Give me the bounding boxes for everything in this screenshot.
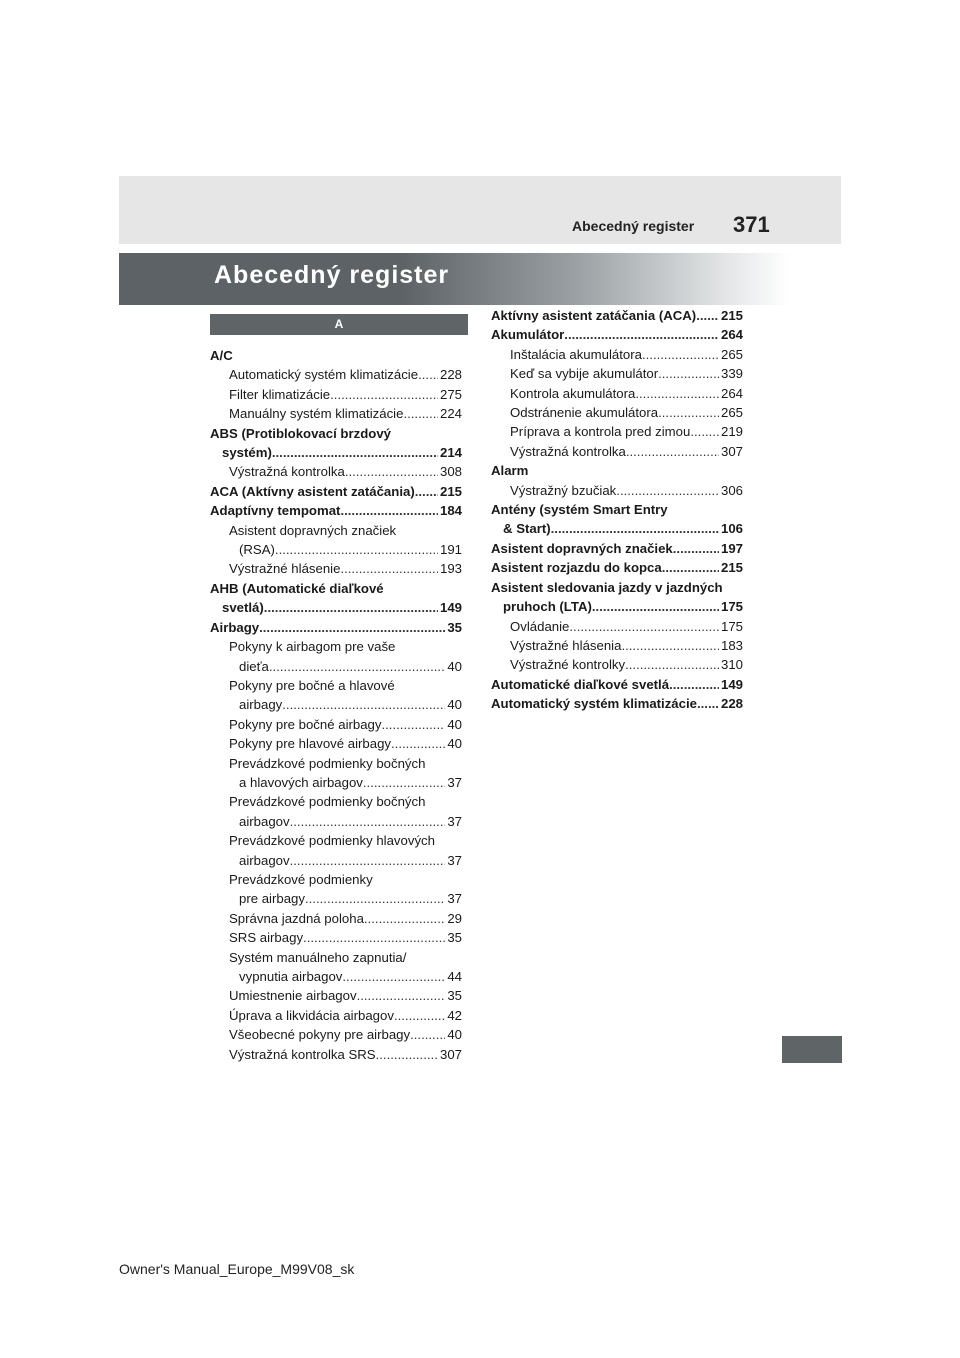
index-entry-page[interactable]: 228: [720, 696, 743, 712]
dot-leader: [625, 655, 719, 674]
index-entry-text: Príprava a kontrola pred zimou: [510, 424, 691, 440]
index-entry-page[interactable]: 35: [447, 930, 462, 946]
footer-manual-id: Owner's Manual_Europe_M99V08_sk: [119, 1261, 355, 1277]
index-entry-page[interactable]: 197: [720, 540, 743, 556]
dot-leader: [305, 889, 445, 908]
index-entry-page[interactable]: 215: [720, 308, 743, 323]
index-entry-page[interactable]: 191: [439, 542, 462, 558]
index-entry: [491, 636, 743, 655]
index-entry: [210, 773, 462, 792]
index-entry-text: Antény (systém Smart Entry: [491, 502, 668, 518]
index-entry-text: Výstražné hlásenia: [510, 637, 622, 653]
index-entry-text: Prevádzkové podmienky bočných: [229, 755, 426, 771]
index-entry-page[interactable]: 40: [447, 697, 462, 713]
index-entry: [210, 831, 462, 850]
index-entry-page[interactable]: 175: [720, 599, 743, 615]
index-entry: [210, 657, 462, 676]
index-entry: [491, 597, 743, 616]
page-title: Abecedný register: [214, 261, 450, 289]
index-entry-page[interactable]: 224: [439, 406, 462, 422]
dot-leader: [290, 812, 446, 831]
dot-leader: [697, 694, 719, 713]
dot-leader: [303, 928, 445, 947]
index-entry-text: Manuálny systém klimatizácie: [229, 406, 404, 422]
index-entry: [210, 404, 462, 423]
index-entry: [210, 1025, 462, 1044]
index-entry: [210, 851, 462, 870]
index-entry: [491, 422, 743, 441]
index-entry: [210, 579, 462, 598]
index-entry-page[interactable]: 310: [720, 657, 743, 673]
index-entry-page[interactable]: 264: [720, 385, 743, 401]
index-entry: [210, 676, 462, 695]
index-entry-text: vypnutia airbagov: [239, 969, 343, 984]
index-entry: [210, 540, 462, 559]
index-entry-page[interactable]: 37: [447, 813, 462, 829]
dot-leader: [376, 1045, 438, 1064]
index-entry-page[interactable]: 37: [447, 774, 462, 790]
index-entry-text: Umiestnenie airbagov: [229, 988, 357, 1004]
dot-leader: [621, 636, 719, 655]
dot-leader: [290, 851, 446, 870]
index-entry: [210, 1006, 462, 1025]
index-entry: [210, 346, 462, 365]
index-entry-text: airbagy: [239, 697, 283, 713]
index-entry-text: SRS airbagy: [229, 930, 304, 946]
index-entry-text: Výstražné kontrolky: [510, 657, 626, 673]
dot-leader: [616, 481, 719, 500]
index-entry: [210, 482, 462, 501]
dot-leader: [569, 617, 719, 636]
index-entry-text: systém): [222, 445, 272, 461]
dot-leader: [551, 519, 719, 538]
index-entry: [210, 462, 462, 481]
index-entry: [210, 695, 462, 714]
index-entry: [491, 675, 743, 694]
dot-leader: [635, 384, 719, 403]
index-entry-text: Asistent sledovania jazdy v jazdných: [491, 579, 723, 595]
index-entry-text: Prevádzkové podmienky bočných: [229, 794, 426, 810]
index-entry-text: Airbagy: [210, 619, 260, 635]
index-entry-text: Automatický systém klimatizácie: [229, 367, 419, 383]
index-entry: [491, 694, 743, 713]
dot-leader: [340, 559, 438, 578]
index-entry-page[interactable]: 339: [720, 366, 743, 382]
index-entry: [210, 986, 462, 1005]
index-entry-page[interactable]: 175: [720, 618, 743, 634]
index-entry-page[interactable]: 40: [447, 736, 462, 752]
dot-leader: [658, 403, 719, 422]
index-entry-text: Asistent rozjazdu do kopca: [491, 560, 662, 576]
index-entry-text: Keď sa vybije akumulátor: [510, 366, 659, 382]
dot-leader: [381, 715, 445, 734]
dot-leader: [391, 734, 445, 753]
index-entry: [210, 715, 462, 734]
index-entry-page[interactable]: 35: [447, 619, 462, 635]
dot-leader: [696, 306, 719, 325]
index-entry: [210, 909, 462, 928]
index-entry: [491, 519, 743, 538]
index-entry-page[interactable]: 215: [439, 483, 462, 499]
dot-leader: [363, 773, 445, 792]
index-entry: [491, 345, 743, 364]
index-entry-page[interactable]: 40: [447, 716, 462, 732]
thumb-tab-marker: [782, 1036, 842, 1063]
dot-leader: [658, 364, 719, 383]
index-entry-page[interactable]: 42: [447, 1007, 462, 1023]
index-entry-text: Automatické diaľkové svetlá: [491, 676, 670, 692]
dot-leader: [626, 442, 719, 461]
index-entry-text: pre airbagy: [239, 891, 305, 907]
index-entry-text: Prevádzkové podmienky hlavových: [229, 833, 435, 849]
index-entry-page[interactable]: 106: [720, 521, 743, 537]
index-entry: [210, 443, 462, 462]
index-entry-text: Výstražné hlásenie: [229, 561, 341, 577]
header-section-title: Abecedný register: [572, 218, 695, 234]
dot-leader: [418, 365, 438, 384]
index-entry: [491, 364, 743, 383]
index-entry: [491, 539, 743, 558]
index-entry: [491, 461, 743, 480]
index-entry: [210, 637, 462, 656]
index-entry-text: Úprava a likvidácia airbagov: [229, 1007, 394, 1023]
index-entry: [210, 1045, 462, 1064]
index-entry-text: A/C: [210, 348, 233, 363]
index-entry-text: ABS (Protiblokovací brzdový: [210, 425, 391, 441]
index-entry-page[interactable]: 264: [720, 327, 743, 343]
dot-leader: [592, 597, 719, 616]
index-entry-page[interactable]: 265: [720, 346, 743, 362]
index-entry: [210, 928, 462, 947]
index-entry: [210, 870, 462, 889]
index-entry-page[interactable]: 219: [720, 424, 743, 440]
dot-leader: [342, 967, 445, 986]
index-entry-page[interactable]: 307: [439, 1046, 462, 1062]
index-entry: [210, 754, 462, 773]
index-entry-page[interactable]: 265: [720, 405, 743, 421]
index-entry-page[interactable]: 215: [720, 560, 743, 576]
index-entry-page[interactable]: 306: [720, 482, 743, 498]
dot-leader: [415, 482, 438, 501]
index-entry: [210, 385, 462, 404]
index-entry: [210, 812, 462, 831]
index-entry-text: Prevádzkové podmienky: [229, 871, 373, 887]
index-entry-text: Aktívny asistent zatáčania (ACA): [491, 308, 697, 323]
dot-leader: [564, 325, 719, 344]
index-entry: [491, 442, 743, 461]
index-entry-page[interactable]: 149: [720, 676, 743, 692]
index-entry-text: Pokyny k airbagom pre vaše: [229, 639, 396, 655]
dot-leader: [673, 539, 719, 558]
index-entry-page[interactable]: 184: [439, 503, 462, 519]
index-entry-text: Inštalácia akumulátora: [510, 346, 642, 362]
index-entry: [491, 306, 743, 325]
index-entry: [210, 792, 462, 811]
index-column-left: [210, 346, 462, 1064]
index-entry-text: Adaptívny tempomat: [210, 503, 341, 519]
dot-leader: [364, 909, 445, 928]
index-entry: [210, 559, 462, 578]
index-entry-text: Všeobecné pokyny pre airbagy: [229, 1027, 411, 1043]
index-entry: [210, 365, 462, 384]
index-entry: [491, 481, 743, 500]
index-entry: [491, 403, 743, 422]
index-entry-text: Ovládanie: [510, 618, 570, 634]
dot-leader: [264, 598, 438, 617]
index-entry-page[interactable]: 214: [439, 445, 462, 461]
index-entry-text: pruhoch (LTA): [503, 599, 592, 615]
dot-leader: [410, 1025, 445, 1044]
index-entry: [210, 618, 462, 637]
index-entry-text: Alarm: [491, 463, 529, 479]
dot-leader: [259, 618, 445, 637]
dot-leader: [272, 443, 438, 462]
index-entry: [210, 967, 462, 986]
index-entry-text: Správna jazdná poloha: [229, 910, 364, 926]
index-entry: [210, 889, 462, 908]
dot-leader: [690, 422, 719, 441]
dot-leader: [340, 501, 438, 520]
index-entry-text: & Start): [503, 521, 551, 537]
index-entry-page[interactable]: 308: [439, 464, 462, 480]
dot-leader: [282, 695, 445, 714]
dot-leader: [642, 345, 719, 364]
index-entry-text: AHB (Automatické diaľkové: [210, 580, 384, 596]
index-entry: [210, 598, 462, 617]
index-entry: [210, 501, 462, 520]
dot-leader: [669, 675, 719, 694]
index-entry-page[interactable]: 307: [720, 443, 743, 459]
dot-leader: [394, 1006, 445, 1025]
index-entry-text: airbagov: [239, 813, 290, 829]
index-entry-page[interactable]: 149: [439, 600, 462, 616]
index-entry-text: (RSA): [239, 542, 275, 558]
index-entry-text: Pokyny pre bočné airbagy: [229, 716, 382, 732]
dot-leader: [269, 657, 445, 676]
index-entry-page[interactable]: 193: [439, 561, 462, 577]
index-entry-text: Akumulátor: [491, 327, 565, 343]
index-entry-text: Výstražná kontrolka: [229, 464, 345, 480]
index-entry-page[interactable]: 37: [447, 852, 462, 868]
dot-leader: [275, 540, 438, 559]
index-entry-text: Kontrola akumulátora: [510, 385, 636, 401]
index-entry: [491, 617, 743, 636]
index-entry-page[interactable]: 29: [447, 910, 462, 926]
index-entry: [491, 384, 743, 403]
index-entry-page[interactable]: 183: [720, 637, 743, 653]
index-entry-text: Výstražný bzučiak: [510, 482, 617, 498]
index-entry-text: a hlavových airbagov: [239, 774, 363, 790]
dot-leader: [330, 385, 438, 404]
index-entry-text: ACA (Aktívny asistent zatáčania): [210, 483, 415, 499]
index-entry-text: Asistent dopravných značiek: [229, 522, 397, 538]
dot-leader: [345, 462, 438, 481]
index-entry: [491, 578, 743, 597]
index-entry-page[interactable]: 37: [447, 891, 462, 907]
index-entry: [491, 558, 743, 577]
index-entry-text: dieťa: [239, 658, 269, 674]
section-letter-bar: A: [210, 314, 468, 335]
index-entry-text: Výstražná kontrolka: [510, 443, 626, 459]
page-number: 371: [733, 212, 770, 237]
index-entry: [491, 325, 743, 344]
index-entry-text: svetlá): [222, 600, 264, 616]
index-entry-text: Asistent dopravných značiek: [491, 540, 673, 556]
index-entry: [210, 948, 462, 967]
dot-leader: [357, 986, 446, 1005]
index-entry-text: Odstránenie akumulátora: [510, 405, 659, 421]
index-column-right: [491, 306, 743, 714]
dot-leader: [662, 558, 719, 577]
index-entry-text: Pokyny pre bočné a hlavové: [229, 677, 395, 693]
index-entry-text: airbagov: [239, 852, 290, 868]
index-entry-page[interactable]: 44: [447, 969, 462, 984]
index-entry-text: Pokyny pre hlavové airbagy: [229, 736, 392, 752]
index-entry-text: Automatický systém klimatizácie: [491, 696, 697, 712]
index-entry-text: Filter klimatizácie: [229, 386, 331, 402]
index-entry: [210, 734, 462, 753]
index-entry: [210, 424, 462, 443]
index-entry-text: Výstražná kontrolka SRS: [229, 1046, 376, 1062]
index-entry-page[interactable]: 40: [447, 658, 462, 674]
dot-leader: [403, 404, 438, 423]
index-entry-page[interactable]: 228: [439, 367, 462, 383]
index-entry-page[interactable]: 40: [447, 1027, 462, 1043]
index-entry: [491, 500, 743, 519]
index-entry: [210, 521, 462, 540]
index-entry: [491, 655, 743, 674]
index-entry-page[interactable]: 35: [447, 988, 462, 1004]
index-entry-text: Systém manuálneho zapnutia/: [229, 949, 407, 965]
index-entry-page[interactable]: 275: [439, 386, 462, 402]
